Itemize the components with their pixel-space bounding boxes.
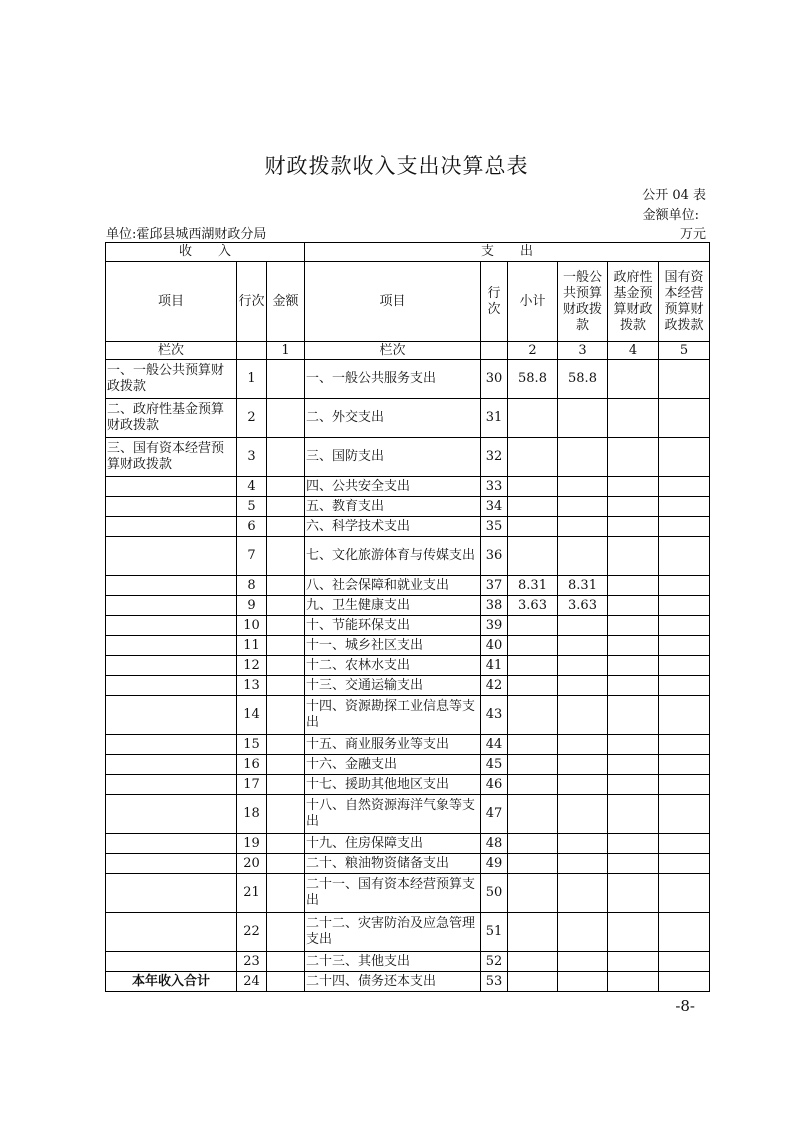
subtotal-cell <box>508 854 558 874</box>
col-index-2: 2 <box>508 342 558 360</box>
expense-line-no-cell: 47 <box>481 795 508 834</box>
table-row <box>106 399 710 438</box>
income-item-cell <box>106 795 237 834</box>
general-budget-cell <box>558 676 608 696</box>
income-amount-cell <box>267 636 305 656</box>
income-amount-cell <box>267 596 305 616</box>
subtotal-cell <box>508 795 558 834</box>
table-row <box>106 972 710 992</box>
subtotal-cell <box>508 438 558 477</box>
subtotal-cell: 58.8 <box>508 360 558 399</box>
state-capital-cell <box>659 616 710 636</box>
expense-line-no-cell: 36 <box>481 537 508 576</box>
table-row <box>106 834 710 854</box>
state-capital-cell <box>659 972 710 992</box>
gov-fund-cell <box>608 399 659 438</box>
gov-fund-cell <box>608 537 659 576</box>
state-capital-cell <box>659 795 710 834</box>
state-capital-cell <box>659 537 710 576</box>
expense-line-no-cell: 37 <box>481 576 508 596</box>
income-item-cell: 二、政府性基金预算财政拨款 <box>106 399 237 438</box>
subtotal-cell <box>508 636 558 656</box>
expense-item-cell: 二、外交支出 <box>305 399 481 438</box>
form-number: 公开 04 表 <box>642 188 706 203</box>
expense-line-no-cell: 42 <box>481 676 508 696</box>
income-amount-cell <box>267 874 305 913</box>
state-capital-cell <box>659 576 710 596</box>
expense-item-cell: 四、公共安全支出 <box>305 477 481 497</box>
expense-item-cell: 一、一般公共服务支出 <box>305 360 481 399</box>
income-line-no-cell: 3 <box>237 438 267 477</box>
expense-item-cell: 十九、住房保障支出 <box>305 834 481 854</box>
expense-line-no-cell: 32 <box>481 438 508 477</box>
income-amount-cell <box>267 735 305 755</box>
subtotal-cell <box>508 676 558 696</box>
income-item-cell <box>106 596 237 616</box>
col-index-empty <box>237 342 267 360</box>
income-item-cell <box>106 913 237 952</box>
table-row <box>106 616 710 636</box>
income-item-cell <box>106 537 237 576</box>
income-line-no-header: 行次 <box>237 262 267 342</box>
general-budget-cell <box>558 636 608 656</box>
general-budget-cell <box>558 834 608 854</box>
gov-fund-cell <box>608 360 659 399</box>
state-capital-cell <box>659 656 710 676</box>
gov-fund-cell <box>608 913 659 952</box>
col-label-left: 栏次 <box>106 342 237 360</box>
gov-fund-cell <box>608 972 659 992</box>
expense-line-no-cell: 44 <box>481 735 508 755</box>
subtotal-cell <box>508 537 558 576</box>
table-row <box>106 952 710 972</box>
general-budget-cell <box>558 795 608 834</box>
income-item-cell: 本年收入合计 <box>106 972 237 992</box>
income-amount-cell <box>267 676 305 696</box>
table-row <box>106 795 710 834</box>
expense-line-no-cell: 50 <box>481 874 508 913</box>
table-row <box>106 636 710 656</box>
income-line-no-cell: 4 <box>237 477 267 497</box>
general-budget-cell <box>558 656 608 676</box>
unit-label: 金额单位: <box>642 208 699 223</box>
table-row <box>106 477 710 497</box>
subtotal-cell <box>508 735 558 755</box>
general-budget-cell <box>558 735 608 755</box>
col-index-1: 1 <box>267 342 305 360</box>
subtotal-cell <box>508 913 558 952</box>
table-row <box>106 360 710 399</box>
general-budget-cell <box>558 913 608 952</box>
state-capital-cell <box>659 399 710 438</box>
income-item-cell <box>106 477 237 497</box>
expense-item-cell: 十一、城乡社区支出 <box>305 636 481 656</box>
income-line-no-cell: 16 <box>237 755 267 775</box>
expense-line-no-cell: 34 <box>481 497 508 517</box>
expense-item-cell: 十五、商业服务业等支出 <box>305 735 481 755</box>
general-budget-cell <box>558 755 608 775</box>
subtotal-cell <box>508 517 558 537</box>
table-row <box>106 576 710 596</box>
general-budget-cell <box>558 537 608 576</box>
general-budget-cell <box>558 497 608 517</box>
subtotal-cell <box>508 972 558 992</box>
general-budget-cell <box>558 438 608 477</box>
expense-line-no-cell: 51 <box>481 913 508 952</box>
expense-item-cell: 十三、交通运输支出 <box>305 676 481 696</box>
column-header-row <box>106 262 710 342</box>
subtotal-cell <box>508 477 558 497</box>
income-item-cell <box>106 656 237 676</box>
table-row <box>106 497 710 517</box>
gov-fund-cell <box>608 656 659 676</box>
income-amount-cell <box>267 477 305 497</box>
general-budget-cell <box>558 854 608 874</box>
income-item-cell <box>106 676 237 696</box>
expense-line-no-cell: 40 <box>481 636 508 656</box>
general-budget-cell: 3.63 <box>558 596 608 616</box>
table-row <box>106 775 710 795</box>
general-budget-cell: 8.31 <box>558 576 608 596</box>
col-index-empty <box>481 342 508 360</box>
income-amount-cell <box>267 854 305 874</box>
state-capital-cell <box>659 676 710 696</box>
gov-fund-cell <box>608 755 659 775</box>
expense-item-cell: 十、节能环保支出 <box>305 616 481 636</box>
subtotal-cell <box>508 775 558 795</box>
expense-item-cell: 十四、资源勘探工业信息等支出 <box>305 696 481 735</box>
income-line-no-cell: 10 <box>237 616 267 636</box>
income-line-no-cell: 7 <box>237 537 267 576</box>
subtotal-cell <box>508 696 558 735</box>
table-row <box>106 517 710 537</box>
section-header-row <box>106 243 710 262</box>
income-line-no-cell: 14 <box>237 696 267 735</box>
general-budget-cell <box>558 517 608 537</box>
expense-line-no-cell: 46 <box>481 775 508 795</box>
state-capital-cell <box>659 735 710 755</box>
state-capital-cell <box>659 755 710 775</box>
expense-line-no-cell: 41 <box>481 656 508 676</box>
income-item-cell <box>106 497 237 517</box>
state-capital-cell <box>659 952 710 972</box>
expense-section-header: 支 出 <box>305 243 710 262</box>
col-index-3: 3 <box>558 342 608 360</box>
general-budget-cell <box>558 952 608 972</box>
income-amount-cell <box>267 438 305 477</box>
page-number: -8- <box>675 997 695 1015</box>
expense-line-no-cell: 39 <box>481 616 508 636</box>
subtotal-cell <box>508 399 558 438</box>
expense-line-no-cell: 48 <box>481 834 508 854</box>
expense-line-no-cell: 33 <box>481 477 508 497</box>
gov-fund-cell <box>608 576 659 596</box>
income-line-no-cell: 19 <box>237 834 267 854</box>
income-line-no-cell: 13 <box>237 676 267 696</box>
income-line-no-cell: 21 <box>237 874 267 913</box>
expense-line-no-cell: 38 <box>481 596 508 616</box>
column-index-row <box>106 342 710 360</box>
expense-line-no-cell: 35 <box>481 517 508 537</box>
general-budget-cell <box>558 399 608 438</box>
table-row <box>106 596 710 616</box>
col-label-right: 栏次 <box>305 342 481 360</box>
income-line-no-cell: 20 <box>237 854 267 874</box>
expense-item-cell: 十二、农林水支出 <box>305 656 481 676</box>
expense-item-cell: 三、国防支出 <box>305 438 481 477</box>
income-line-no-cell: 11 <box>237 636 267 656</box>
state-capital-cell <box>659 497 710 517</box>
subtotal-cell <box>508 952 558 972</box>
income-item-cell <box>106 735 237 755</box>
expense-item-cell: 七、文化旅游体育与传媒支出 <box>305 537 481 576</box>
expense-item-cell: 十八、自然资源海洋气象等支出 <box>305 795 481 834</box>
gov-fund-cell <box>608 438 659 477</box>
income-item-cell: 三、国有资本经营预算财政拨款 <box>106 438 237 477</box>
expense-line-no-cell: 30 <box>481 360 508 399</box>
expense-line-no-cell: 52 <box>481 952 508 972</box>
table-row <box>106 735 710 755</box>
expense-item-cell: 十六、金融支出 <box>305 755 481 775</box>
income-line-no-cell: 18 <box>237 795 267 834</box>
table-row <box>106 755 710 775</box>
expense-item-header: 项目 <box>305 262 481 342</box>
income-line-no-cell: 1 <box>237 360 267 399</box>
table-row <box>106 854 710 874</box>
income-line-no-cell: 24 <box>237 972 267 992</box>
gov-fund-cell <box>608 676 659 696</box>
income-line-no-cell: 17 <box>237 775 267 795</box>
state-capital-cell <box>659 636 710 656</box>
state-capital-cell <box>659 477 710 497</box>
gov-fund-cell <box>608 735 659 755</box>
income-item-cell <box>106 696 237 735</box>
income-amount-cell <box>267 755 305 775</box>
expense-item-cell: 二十三、其他支出 <box>305 952 481 972</box>
unit-value: 万元 <box>679 227 706 242</box>
income-item-cell <box>106 775 237 795</box>
income-item-cell <box>106 636 237 656</box>
expense-item-cell: 九、卫生健康支出 <box>305 596 481 616</box>
fiscal-summary-table <box>105 242 710 992</box>
gov-fund-cell <box>608 952 659 972</box>
expense-line-no-cell: 53 <box>481 972 508 992</box>
income-amount-cell <box>267 775 305 795</box>
expense-line-no-cell: 49 <box>481 854 508 874</box>
gov-fund-cell <box>608 616 659 636</box>
state-capital-cell <box>659 874 710 913</box>
expense-item-cell: 二十一、国有资本经营预算支出 <box>305 874 481 913</box>
state-capital-cell <box>659 854 710 874</box>
organization-label: 单位:霍邱县城西湖财政分局 <box>106 227 267 242</box>
table-row <box>106 676 710 696</box>
general-budget-cell <box>558 972 608 992</box>
income-amount-cell <box>267 537 305 576</box>
income-line-no-cell: 2 <box>237 399 267 438</box>
income-item-cell <box>106 576 237 596</box>
expense-item-cell: 八、社会保障和就业支出 <box>305 576 481 596</box>
expense-item-cell: 六、科学技术支出 <box>305 517 481 537</box>
income-item-header: 项目 <box>106 262 237 342</box>
income-line-no-cell: 9 <box>237 596 267 616</box>
state-capital-header: 国有资本经营预算财政拨款 <box>659 262 710 342</box>
state-capital-cell <box>659 596 710 616</box>
income-amount-cell <box>267 517 305 537</box>
table-row <box>106 913 710 952</box>
gov-fund-cell <box>608 854 659 874</box>
income-item-cell <box>106 517 237 537</box>
subtotal-header: 小计 <box>508 262 558 342</box>
expense-item-cell: 五、教育支出 <box>305 497 481 517</box>
subtotal-cell: 3.63 <box>508 596 558 616</box>
subtotal-cell <box>508 755 558 775</box>
general-budget-cell: 58.8 <box>558 360 608 399</box>
state-capital-cell <box>659 360 710 399</box>
subtotal-cell <box>508 616 558 636</box>
state-capital-cell <box>659 517 710 537</box>
expense-line-no-cell: 45 <box>481 755 508 775</box>
income-amount-cell <box>267 576 305 596</box>
income-amount-cell <box>267 952 305 972</box>
income-amount-cell <box>267 795 305 834</box>
income-item-cell <box>106 854 237 874</box>
col-index-5: 5 <box>659 342 710 360</box>
subtotal-cell <box>508 834 558 854</box>
income-item-cell <box>106 755 237 775</box>
income-item-cell <box>106 874 237 913</box>
income-item-cell <box>106 952 237 972</box>
general-budget-cell <box>558 696 608 735</box>
expense-item-cell: 二十、粮油物资储备支出 <box>305 854 481 874</box>
expense-line-no-cell: 43 <box>481 696 508 735</box>
income-amount-cell <box>267 696 305 735</box>
page-title: 财政拨款收入支出决算总表 <box>264 154 529 178</box>
income-amount-cell <box>267 360 305 399</box>
gov-fund-header: 政府性基金预算财政拨款 <box>608 262 659 342</box>
subtotal-cell <box>508 874 558 913</box>
general-budget-cell <box>558 477 608 497</box>
gov-fund-cell <box>608 874 659 913</box>
income-amount-cell <box>267 834 305 854</box>
general-budget-cell <box>558 775 608 795</box>
expense-line-no-cell: 31 <box>481 399 508 438</box>
amount-header: 金额 <box>267 262 305 342</box>
income-line-no-cell: 5 <box>237 497 267 517</box>
income-line-no-cell: 12 <box>237 656 267 676</box>
expense-item-cell: 十七、援助其他地区支出 <box>305 775 481 795</box>
state-capital-cell <box>659 775 710 795</box>
income-line-no-cell: 8 <box>237 576 267 596</box>
gov-fund-cell <box>608 696 659 735</box>
income-item-cell: 一、一般公共预算财政拨款 <box>106 360 237 399</box>
subtotal-cell <box>508 656 558 676</box>
expense-item-cell: 二十四、债务还本支出 <box>305 972 481 992</box>
income-amount-cell <box>267 972 305 992</box>
table-row <box>106 537 710 576</box>
income-amount-cell <box>267 399 305 438</box>
gov-fund-cell <box>608 795 659 834</box>
expense-line-no-header: 行次 <box>481 262 508 342</box>
table-row <box>106 696 710 735</box>
expense-item-cell: 二十二、灾害防治及应急管理支出 <box>305 913 481 952</box>
income-line-no-cell: 6 <box>237 517 267 537</box>
income-line-no-cell: 23 <box>237 952 267 972</box>
income-amount-cell <box>267 497 305 517</box>
gov-fund-cell <box>608 775 659 795</box>
general-budget-cell <box>558 616 608 636</box>
gov-fund-cell <box>608 834 659 854</box>
gov-fund-cell <box>608 517 659 537</box>
income-line-no-cell: 22 <box>237 913 267 952</box>
gov-fund-cell <box>608 497 659 517</box>
gov-fund-cell <box>608 596 659 616</box>
income-line-no-cell: 15 <box>237 735 267 755</box>
table-row <box>106 438 710 477</box>
income-item-cell <box>106 616 237 636</box>
table-row <box>106 874 710 913</box>
state-capital-cell <box>659 913 710 952</box>
gov-fund-cell <box>608 636 659 656</box>
subtotal-cell <box>508 497 558 517</box>
table-row <box>106 656 710 676</box>
income-amount-cell <box>267 913 305 952</box>
gov-fund-cell <box>608 477 659 497</box>
income-section-header: 收 入 <box>106 243 305 262</box>
general-budget-header: 一般公共预算财政拨款 <box>558 262 608 342</box>
col-index-4: 4 <box>608 342 659 360</box>
state-capital-cell <box>659 834 710 854</box>
income-item-cell <box>106 834 237 854</box>
subtotal-cell: 8.31 <box>508 576 558 596</box>
state-capital-cell <box>659 438 710 477</box>
income-amount-cell <box>267 616 305 636</box>
income-amount-cell <box>267 656 305 676</box>
general-budget-cell <box>558 874 608 913</box>
state-capital-cell <box>659 696 710 735</box>
